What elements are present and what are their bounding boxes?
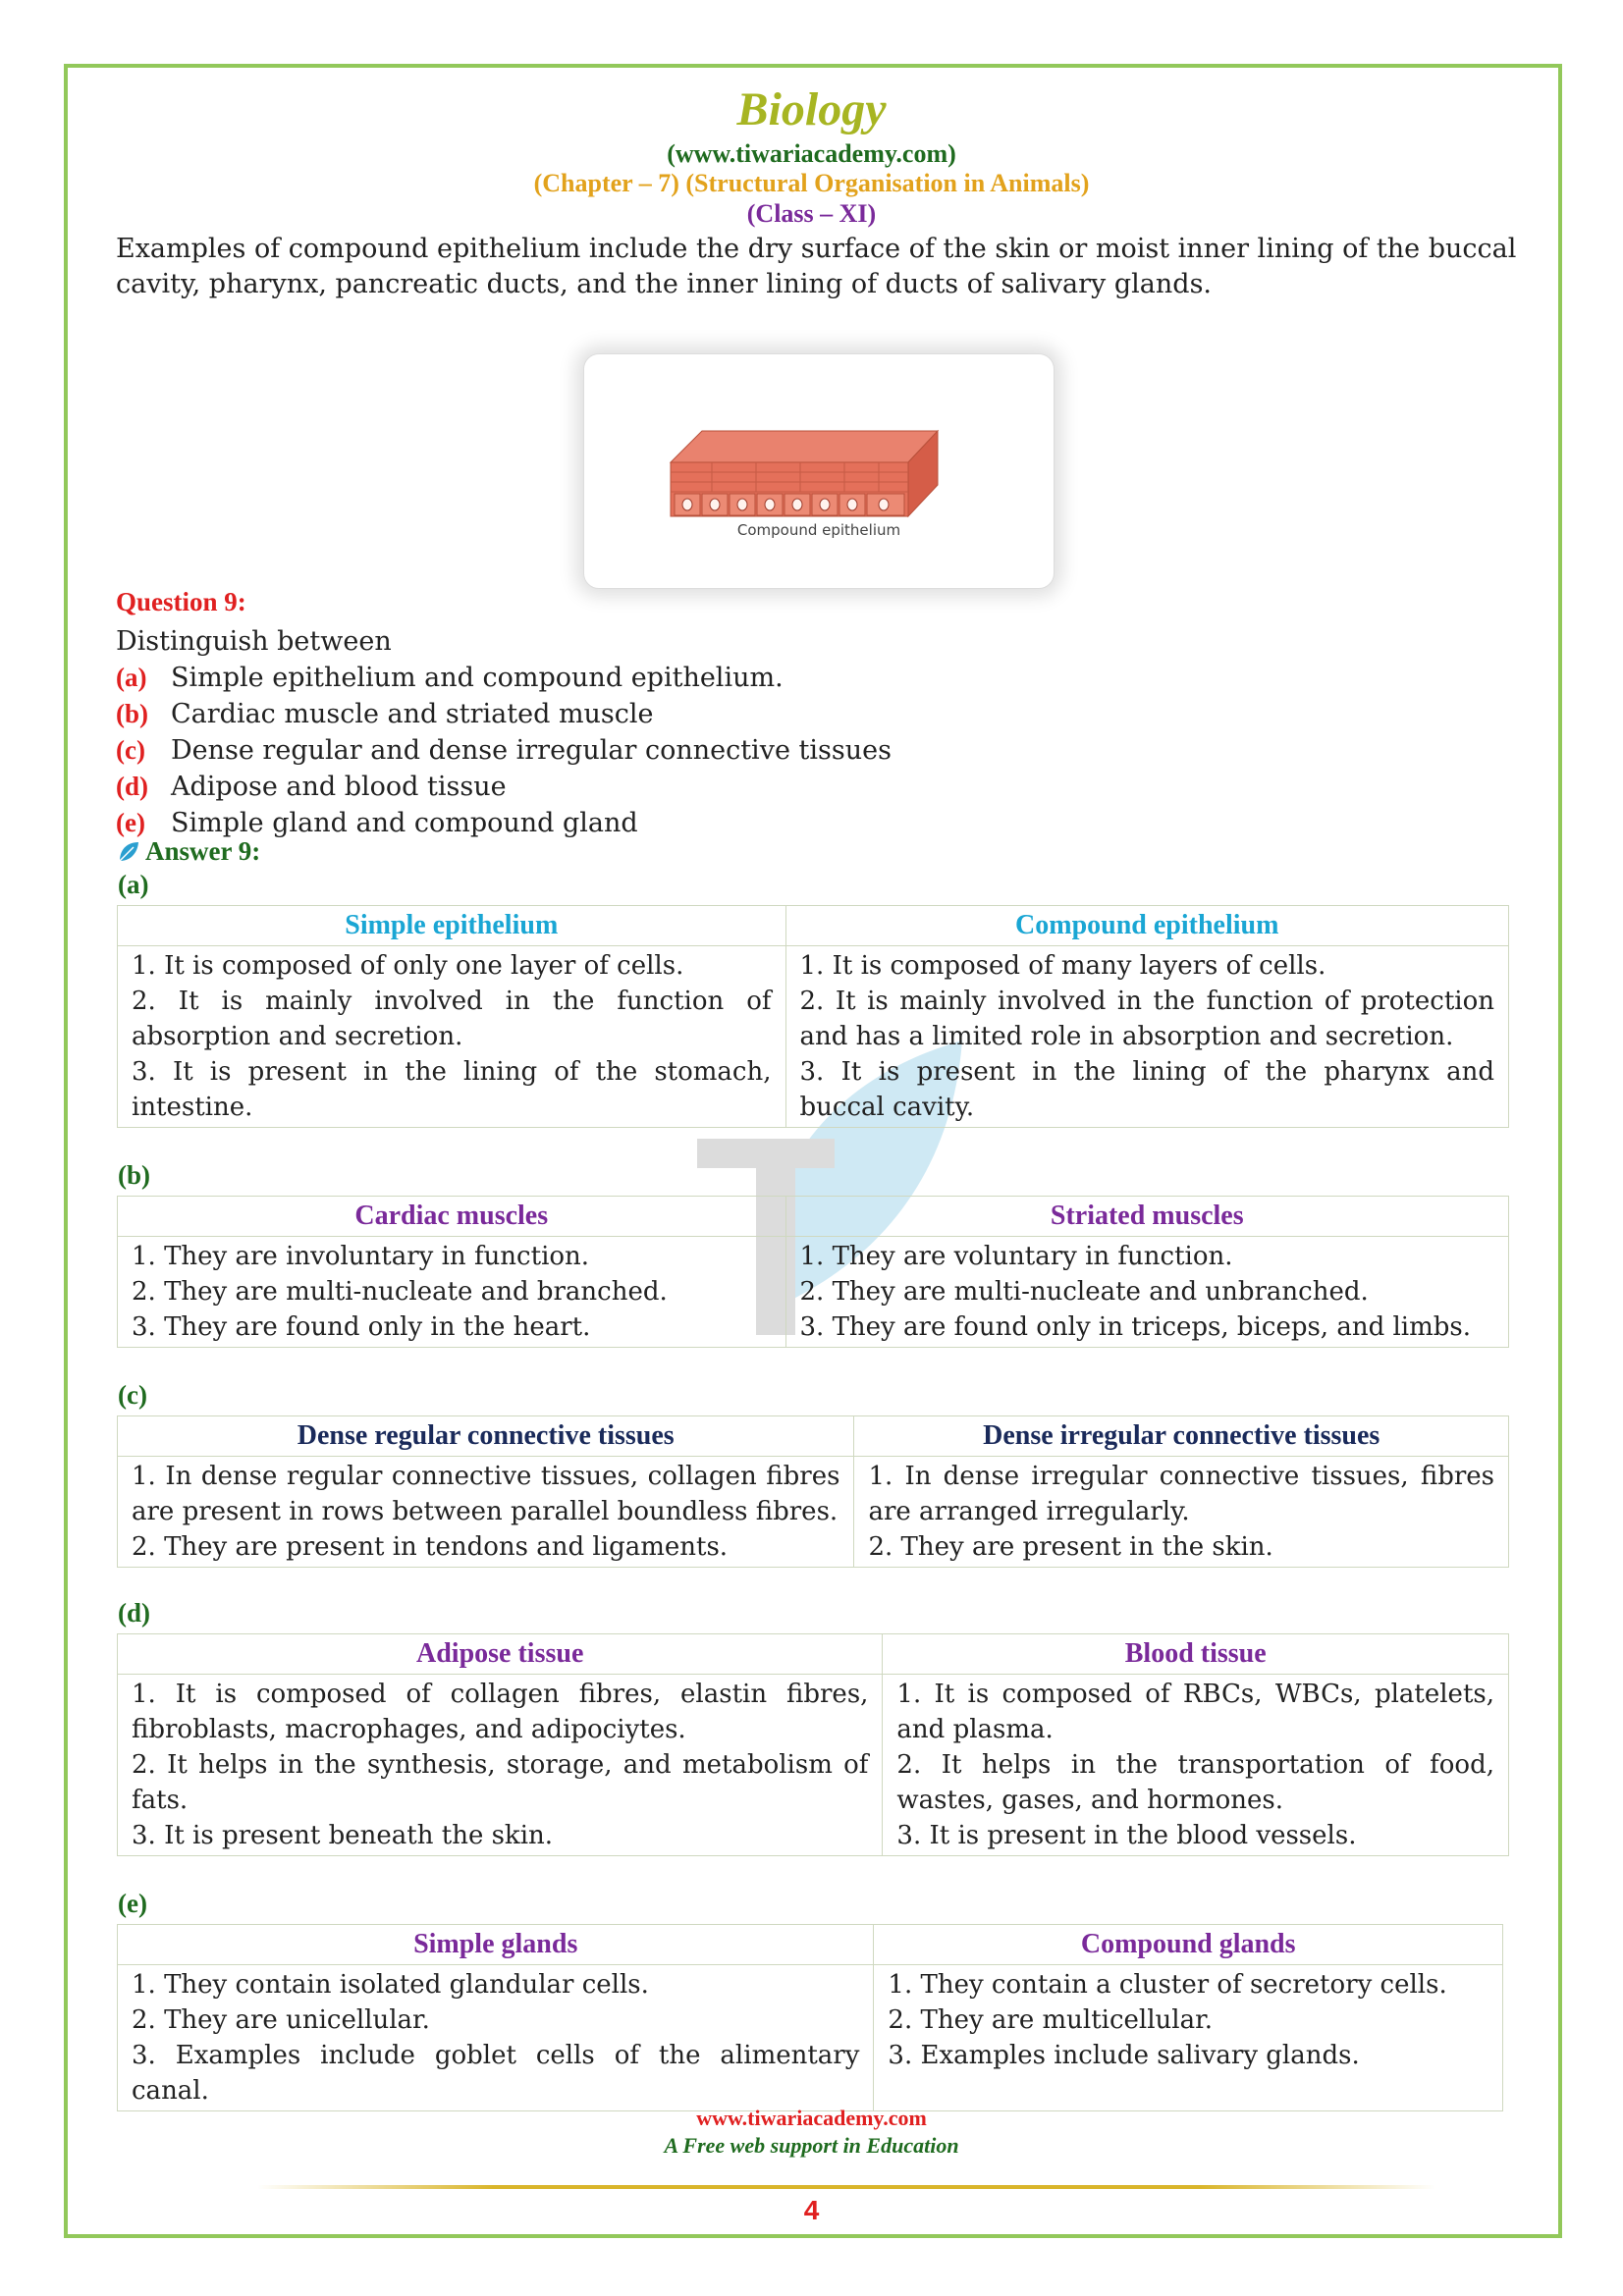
cell-line: 3. They are found only in the heart. xyxy=(132,1312,591,1342)
header-website[interactable]: (www.tiwariacademy.com) xyxy=(667,139,956,168)
table-header: Compound epithelium xyxy=(785,906,1508,946)
table-cell xyxy=(118,946,786,1128)
question-options xyxy=(116,660,892,841)
comparison-table-c xyxy=(117,1415,1509,1568)
comparison-table-a xyxy=(117,905,1509,1128)
table-header: Blood tissue xyxy=(883,1634,1509,1675)
comparison-table-d xyxy=(117,1633,1509,1856)
footer-divider xyxy=(257,2185,1435,2189)
table-header: Dense irregular connective tissues xyxy=(854,1416,1509,1457)
option-a xyxy=(116,660,892,696)
question-text: Distinguish between xyxy=(116,626,392,657)
option-b xyxy=(116,696,892,732)
cell-line: 1. They are voluntary in function. xyxy=(799,1242,1233,1271)
footer-tagline: A Free web support in Education xyxy=(664,2133,959,2158)
cell-line: 2. They are multi-nucleate and unbranched. xyxy=(799,1277,1369,1307)
part-b-label: (b) xyxy=(118,1160,150,1190)
cell-line: 1. They contain isolated glandular cells. xyxy=(132,1970,649,2000)
table-header: Adipose tissue xyxy=(118,1634,883,1675)
cell-line: 1. It is composed of RBCs, WBCs, platelets, and plasma. xyxy=(896,1680,1494,1744)
cell-line: 1. It is composed of collagen fibres, elastin fibres, fibroblasts, macrophages, and adipociytes. xyxy=(132,1680,869,1744)
table-header: Compound glands xyxy=(874,1925,1503,1965)
table-cell xyxy=(883,1675,1509,1856)
option-text: Simple epithelium and compound epithelium. xyxy=(171,663,784,693)
table-cell xyxy=(854,1457,1509,1568)
option-letter: (c) xyxy=(116,735,145,765)
cell-line: 2. It helps in the transportation of food, wastes, gases, and hormones. xyxy=(896,1750,1494,1815)
option-text: Dense regular and dense irregular connective tissues xyxy=(171,735,892,766)
page-footer xyxy=(0,2105,1623,2160)
answer-label: Answer 9: xyxy=(145,836,261,866)
table-header: Simple glands xyxy=(118,1925,874,1965)
leaf-logo-icon xyxy=(116,839,141,865)
option-d xyxy=(116,769,892,805)
table-cell xyxy=(785,1237,1508,1348)
page-header xyxy=(0,80,1623,230)
part-a-label: (a) xyxy=(118,870,149,899)
cell-line: 1. It is composed of only one layer of cells. xyxy=(132,951,684,981)
cell-line: 1. They contain a cluster of secretory cells. xyxy=(888,1970,1447,2000)
intro-paragraph: Examples of compound epithelium include the dry surface of the skin or moist inner lining of the buccal cavity, pharynx, pancreatic ducts, and the inner lining of ducts of salivary glands. xyxy=(116,234,1517,299)
option-c xyxy=(116,732,892,769)
subject-title: Biology xyxy=(736,83,887,135)
cell-line: 2. It is mainly involved in the function of protection and has a limited role in absorption and secretion. xyxy=(799,987,1494,1051)
comparison-table-b xyxy=(117,1196,1509,1348)
table-cell xyxy=(874,1965,1503,2111)
cell-line: 1. In dense irregular connective tissues, fibres are arranged irregularly. xyxy=(868,1462,1494,1526)
cell-line: 2. They are present in the skin. xyxy=(868,1532,1273,1562)
cell-line: 1. It is composed of many layers of cells. xyxy=(799,951,1326,981)
class-label: (Class – XI) xyxy=(746,199,877,228)
cell-line: 2. They are unicellular. xyxy=(132,2005,430,2035)
cell-line: 3. It is present in the blood vessels. xyxy=(896,1821,1357,1850)
cell-line: 2. They are multicellular. xyxy=(888,2005,1213,2035)
table-header: Dense regular connective tissues xyxy=(118,1416,854,1457)
cell-line: 3. It is present in the lining of the stomach, intestine. xyxy=(132,1057,772,1122)
cell-line: 2. They are multi-nucleate and branched. xyxy=(132,1277,668,1307)
page-number: 4 xyxy=(803,2195,820,2225)
table-cell xyxy=(785,946,1508,1128)
cell-line: 1. In dense regular connective tissues, collagen fibres are present in rows between parallel boundless fibres. xyxy=(132,1462,840,1526)
footer-website-link[interactable]: www.tiwariacademy.com xyxy=(696,2106,927,2130)
table-cell xyxy=(118,1457,854,1568)
epithelium-illustration xyxy=(584,354,1054,588)
table-header: Striated muscles xyxy=(785,1197,1508,1237)
table-cell xyxy=(118,1965,874,2111)
option-text: Simple gland and compound gland xyxy=(171,808,638,838)
option-text: Adipose and blood tissue xyxy=(171,772,507,802)
cell-line: 3. It is present in the lining of the pharynx and buccal cavity. xyxy=(799,1057,1494,1122)
option-letter: (b) xyxy=(116,699,148,728)
cell-line: 1. They are involuntary in function. xyxy=(132,1242,590,1271)
answer-title xyxy=(116,836,260,867)
table-header: Simple epithelium xyxy=(118,906,786,946)
table-header: Cardiac muscles xyxy=(118,1197,786,1237)
table-cell xyxy=(118,1237,786,1348)
cell-line: 3. Examples include salivary glands. xyxy=(888,2041,1360,2070)
chapter-title: (Chapter – 7) (Structural Organisation in Animals) xyxy=(533,169,1090,197)
table-cell xyxy=(118,1675,883,1856)
option-letter: (a) xyxy=(116,663,147,692)
cell-line: 3. They are found only in triceps, biceps, and limbs. xyxy=(799,1312,1472,1342)
figure-caption: Compound epithelium xyxy=(736,521,901,539)
cell-line: 3. Examples include goblet cells of the alimentary canal. xyxy=(132,2041,860,2106)
cell-line: 2. They are present in tendons and ligaments. xyxy=(132,1532,729,1562)
option-text: Cardiac muscle and striated muscle xyxy=(171,699,654,729)
option-letter: (e) xyxy=(116,808,145,837)
part-e-label: (e) xyxy=(118,1889,147,1918)
cell-line: 2. It is mainly involved in the function of absorption and secretion. xyxy=(132,987,772,1051)
part-c-label: (c) xyxy=(118,1380,147,1410)
cell-line: 3. It is present beneath the skin. xyxy=(132,1821,554,1850)
question-title: Question 9: xyxy=(116,587,246,616)
cell-line: 2. It helps in the synthesis, storage, and metabolism of fats. xyxy=(132,1750,869,1815)
compound-epithelium-figure xyxy=(583,353,1055,589)
part-d-label: (d) xyxy=(118,1598,150,1628)
option-letter: (d) xyxy=(116,772,148,801)
comparison-table-e xyxy=(117,1924,1503,2111)
